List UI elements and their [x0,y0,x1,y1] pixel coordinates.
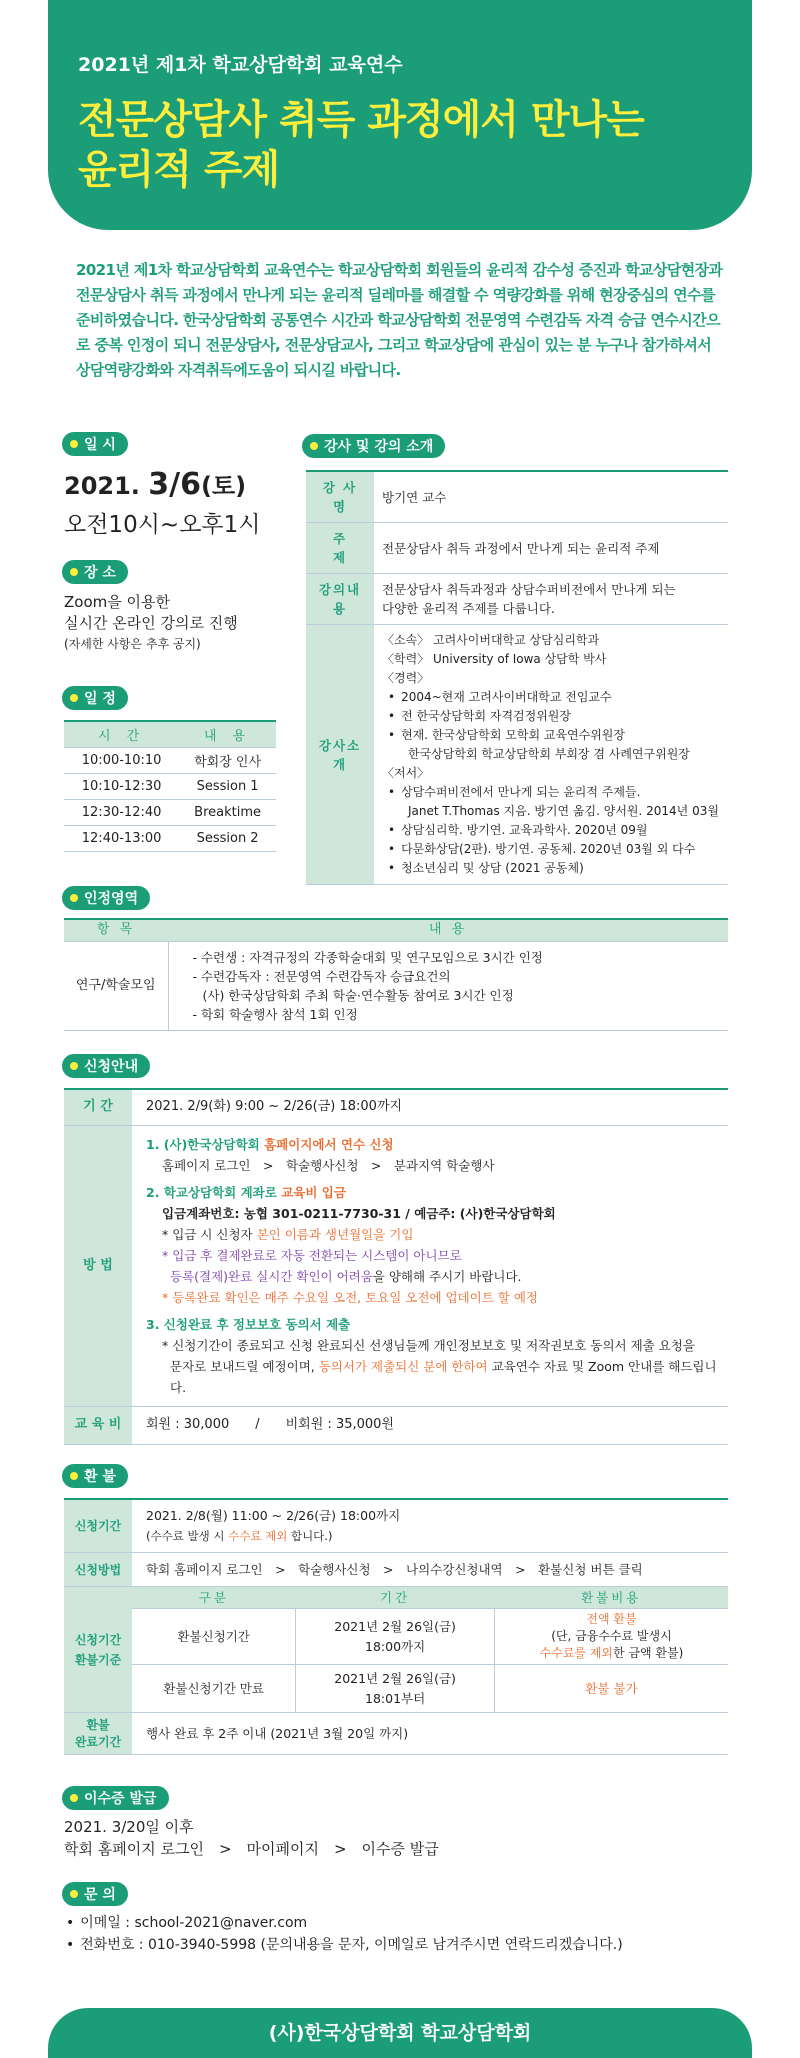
cert-table: 항 목 내 용 연구/학술모임 - 수련생 : 자격규정의 각종학술대회 및 연구모임으로 3시간 인정 - 수련감독자 : 전문영역 수련감독자 승급요건의 (사) 한국상담학회 주최 학술·연수활동 참여로 3시간 인정 - 학회 학술행사 참석 1회 인정 [64,918,728,1031]
contact-phone: • 전화번호 : 010-3940-5998 (문의내용을 문자, 이메일로 남겨주시면 연락드리겠습니다.) [66,1934,623,1956]
section-label-lecture: 강사 및 강의 소개 [302,434,445,458]
apply-table: 기 간 2021. 2/9(화) 9:00 ~ 2/26(금) 18:00까지 방 법 1. (사)한국상담학회 홈페이지에서 연수 신청 홈페이지 로그인 > 학술행사신청 > 분과지역 학술행사 2. 학교상담학회 계좌로 교육비 입금 입금계좌번호: 농협 301-0211-7730-31 / 예금주: (사)한국상담학회 * 입금 시 신청자 본인 이름과 생년월일을 기입 * 입금 후 결제완료로 자동 전환되는 시스템이 아니므로 등록(결제)완료 실시간 확인이 어려움을 양해해 주시기 바랍니다. * 등록완료 확인은 매주 수요일 오전, 토요일 오전에 업데이트 할 예정 3. 신청완료 후 정보보호 동의서 제출 * 신청기간이 종료되고 신청 완료되신 선생님들께 개인정보보호 및 저작권보호 동의서 제출 요청을 문자로 보내드릴 예정이며, 동의서가 제출되신 분에 한하여 교육연수 자료 및 Zoom 안내를 해드립니다. 교 육 비 회원 : 30,000 / 비회원 : 35,000원 [64,1088,728,1445]
table-row: 환불신청기간 2021년 2월 26일(금) 18:00까지 전액 환불 (단, 금융수수료 발생시 수수료를 제외한 금액 환불) [64,1609,728,1665]
bullet-dot-icon [70,1794,78,1802]
section-label-place: 장 소 [62,560,128,584]
table-row: 12:30-12:40 Breaktime [64,799,276,825]
table-row: 10:10-12:30 Session 1 [64,773,276,799]
intro-text: 2021년 제1차 학교상담학회 교육연수는 학교상담학회 회원들의 윤리적 감수성 증진과 학교상담현장과 전문상담사 취득 과정에서 만나게 되는 윤리적 딜레마를 해결할 수 역량강화를 위해 현장중심의 연수를 준비하였습니다. 한국상담학회 공통연수 시간과 학교상담학회 전문영역 수련감독 자격 승급 연수시간으로 중복 인정이 되니 전문상담사, 전문상담교사, 그리고 학교상담에 관심이 있는 분 누구나 참가하셔서 상담역량강화와 자격취득에도움이 되시길 바랍니다. [76,261,723,379]
contact-info [66,1912,623,1956]
section-label-schedule: 일 정 [62,686,128,710]
lecture-table: 강 사 명 방기연 교수 주 제 전문상담사 취득 과정에서 만나게 되는 윤리적 주제 강의내용 전문상담사 취득과정과 상담수퍼비전에서 만나게 되는 다양한 윤리적 주제를 다룹니다. 강사소개 〈소속〉 고려사이버대학교 상담심리학과 〈학력〉 University of Iowa 상담학 박사 〈경력〉 • 2004~현재 고려사이버대학교 전임교수 • 전 한국상담학회 자격검정위원장 • 현재. 한국상담학회 모학회 교육연수위원장 한국상담학회 학교상담학회 부회장 겸 사례연구위원장 〈저서〉 • 상담수퍼비전에서 만나게 되는 윤리적 주제들. Janet T.Thomas 지음. 방기연 옮김. 양서원. 2014년 03월 • 상담심리학. 방기연. 교육과학사. 2020년 09월 • 다문화상담(2판). 방기연. 공동체. 2020년 03월 외 다수 • 청소년심리 및 상담 (2021 공동체) [306,470,728,885]
header-subtitle: 2021년 제1차 학교상담학회 교육연수 [78,54,403,76]
page-title: 전문상담사 취득 과정에서 만나는 윤리적 주제 [78,97,644,193]
section-label-datetime: 일 시 [62,432,128,456]
bullet-dot-icon [70,568,78,576]
lecturer-bio: 〈소속〉 고려사이버대학교 상담심리학과 〈학력〉 University of Iowa 상담학 박사 〈경력〉 • 2004~현재 고려사이버대학교 전임교수 • 전 한국상담학회 자격검정위원장 • 현재. 한국상담학회 모학회 교육연수위원장 한국상담학회 학교상담학회 부회장 겸 사례연구위원장 〈저서〉 • 상담수퍼비전에서 만나게 되는 윤리적 주제들. Janet T.Thomas 지음. 방기연 옮김. 양서원. 2014년 03월 • 상담심리학. 방기연. 교육과학사. 2020년 09월 • 다문화상담(2판). 방기연. 공동체. 2020년 03월 외 다수 • 청소년심리 및 상담 (2021 공동체) [374,625,728,885]
bullet-dot-icon [70,1472,78,1480]
schedule-table: 시 간 내 용 10:00-10:10 학회장 인사 10:10-12:30 Session 1 12:30-12:40 Breaktime 12:40-13:00 Session 2 [64,720,276,852]
bullet-dot-icon [310,442,318,450]
section-label-apply: 신청안내 [62,1054,150,1078]
bullet-dot-icon [70,1890,78,1898]
bullet-dot-icon [70,440,78,448]
section-label-refund: 환 불 [62,1464,128,1488]
contact-email: • 이메일 : school-2021@naver.com [66,1912,623,1934]
table-row: 12:40-13:00 Session 2 [64,825,276,851]
table-row: 10:00-10:10 학회장 인사 [64,747,276,773]
section-label-issue: 이수증 발급 [62,1786,169,1810]
section-label-cert: 인정영역 [62,886,150,910]
header-banner [48,0,752,230]
section-label-contact: 문 의 [62,1882,128,1906]
bullet-dot-icon [70,1062,78,1070]
bullet-dot-icon [70,894,78,902]
event-time: 오전10시~오후1시 [64,512,261,538]
place-info: Zoom을 이용한 실시간 온라인 강의로 진행 (자세한 사항은 추후 공지) [64,593,238,651]
refund-table: 신청기간 2021. 2/8(월) 11:00 ~ 2/26(금) 18:00까지 (수수료 발생 시 수수료 제외 합니다.) 신청방법 학회 홈페이지 로그인 > 학술행사신청 > 나의수강신청내역 > 환불신청 버튼 클릭 신청기간 환불기준 구분 기간 환불비용 환불신청기간 2021년 2월 26일(금) 18:00까지 전액 환불 (단, 금융수수료 발생시 수수료를 제외한 금액 환불) 환불신청기간 만료 2021년 2월 26일(금) 18:01부터 환불 불가 환불 완료기간 행사 완료 후 2주 이내 (2021년 3월 20일 까지) [64,1498,728,1755]
issue-info: 2021. 3/20일 이후 학회 홈페이지 로그인 > 마이페이지 > 이수증 발급 [64,1818,439,1858]
table-row: 환불신청기간 만료 2021년 2월 26일(금) 18:01부터 환불 불가 [64,1665,728,1713]
event-date: 2021. 3/6(토) [64,467,247,502]
bullet-dot-icon [70,694,78,702]
footer-org: (사)한국상담학회 학교상담학회 [48,2008,752,2058]
